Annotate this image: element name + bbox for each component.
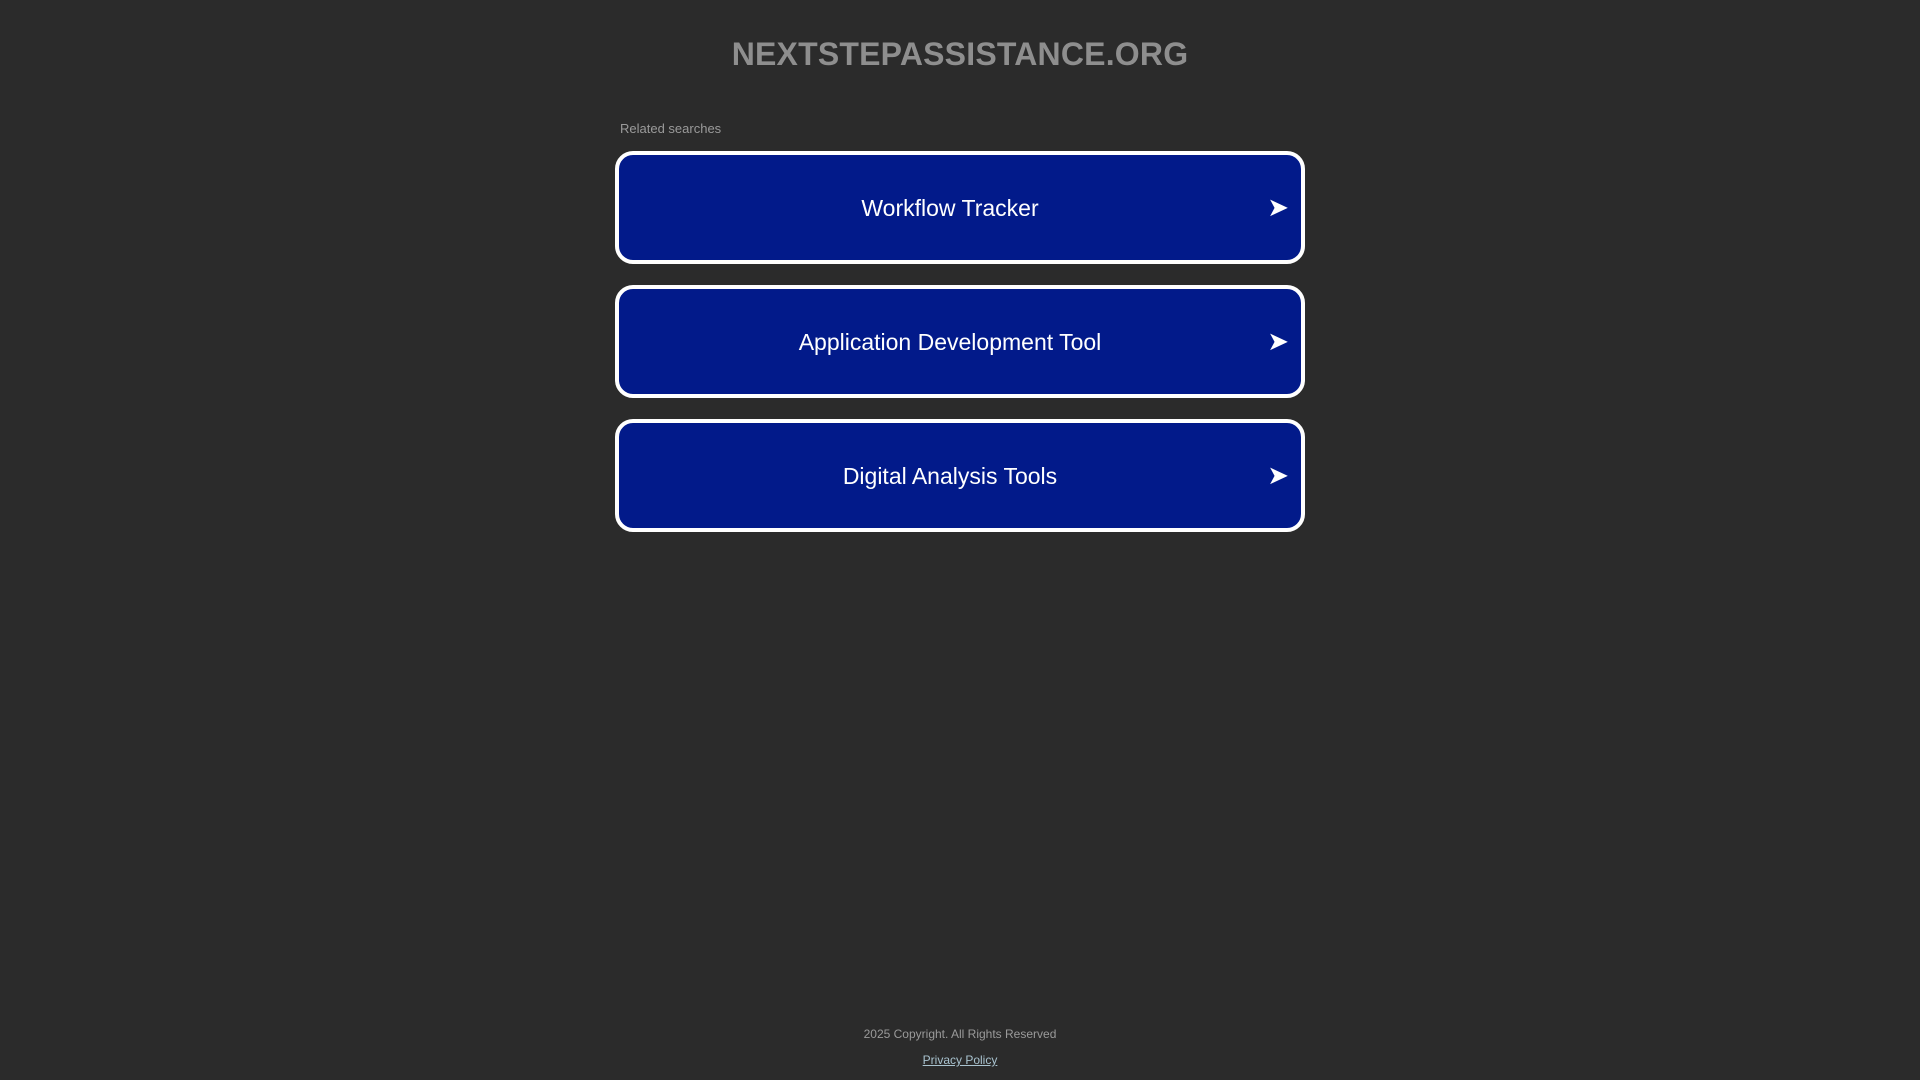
related-search-item-workflow-tracker[interactable] [615, 151, 1305, 264]
arrow-right-icon: ➤ [1267, 460, 1289, 491]
site-title: NEXTSTEPASSISTANCE.ORG [731, 36, 1189, 72]
related-search-item-digital-analysis-tools[interactable] [615, 419, 1305, 532]
arrow-right-icon: ➤ [1267, 192, 1289, 223]
related-search-label: Workflow Tracker [861, 194, 1039, 221]
arrow-right-icon: ➤ [1267, 326, 1289, 357]
footer-links [0, 1052, 1920, 1068]
related-searches-list [615, 151, 1305, 553]
related-searches-label: Related searches [620, 121, 722, 136]
privacy-policy-link[interactable]: Privacy Policy [922, 1053, 998, 1067]
footer-copyright: 2025 Copyright. All Rights Reserved [863, 1027, 1057, 1041]
related-search-item-application-development-tool[interactable] [615, 285, 1305, 398]
related-search-label: Digital Analysis Tools [842, 462, 1058, 489]
related-search-label: Application Development Tool [798, 328, 1102, 355]
